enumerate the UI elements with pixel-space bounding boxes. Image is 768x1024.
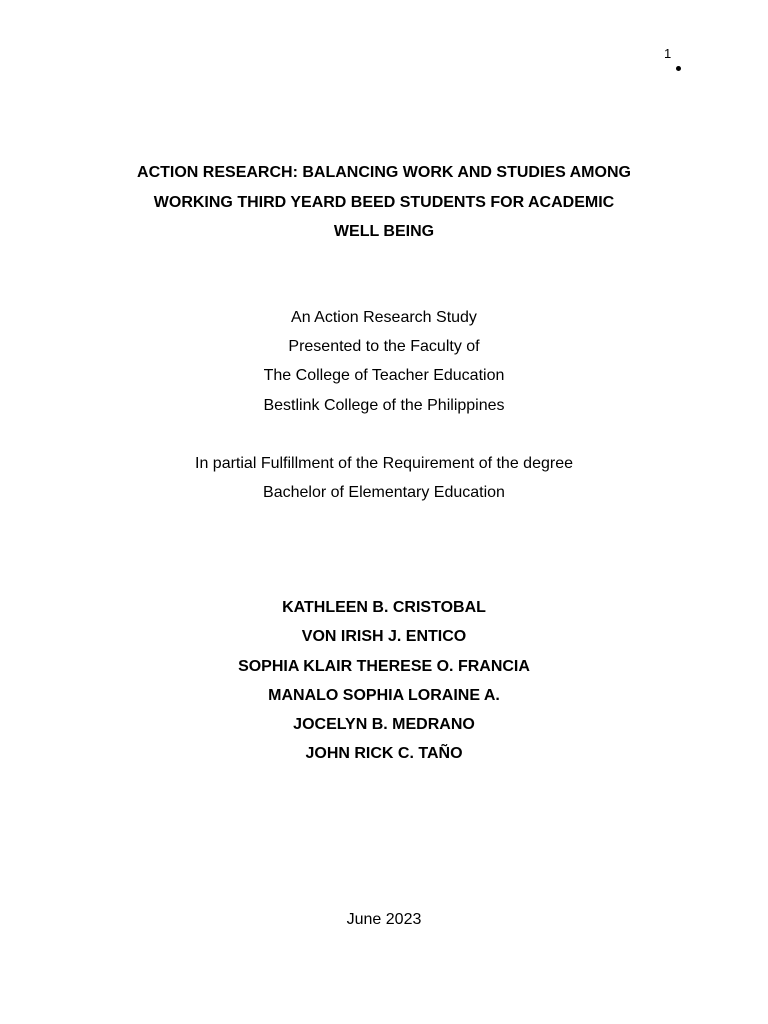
degree-name: Bachelor of Elementary Education [263,484,505,501]
document-title [0,158,768,247]
author-name: JOHN RICK C. TAÑO [305,745,463,763]
author-name: VON IRISH J. ENTICO [301,628,467,646]
submission-date [0,905,768,934]
author-name: JOCELYN B. MEDRANO [293,716,475,734]
author-name: MANALO SOPHIA LORAINE A. [268,686,500,704]
date-text: June 2023 [346,911,422,928]
study-type: An Action Research Study [291,309,477,326]
degree-fulfillment [0,449,768,507]
author-name: KATHLEEN B. CRISTOBAL [282,599,486,616]
institution-name: Bestlink College of the Philippines [263,396,505,414]
fulfillment-statement: In partial Fulfillment of the Requirement of the degree [195,455,573,472]
presented-to: Presented to the Faculty of [288,338,480,356]
college-name: The College of Teacher Education [263,367,505,385]
page-number: 1 [664,46,672,61]
title-line: ACTION RESEARCH: BALANCING WORK AND STUDIES AMONG [137,164,631,181]
title-line: WORKING THIRD YEARD BEED STUDENTS FOR ACADEMIC [153,193,615,211]
bullet-mark [676,66,681,71]
title-line: WELL BEING [333,223,435,240]
author-list [0,593,768,769]
presentation-statement [0,303,768,420]
author-name: SOPHIA KLAIR THERESE O. FRANCIA [238,657,530,675]
